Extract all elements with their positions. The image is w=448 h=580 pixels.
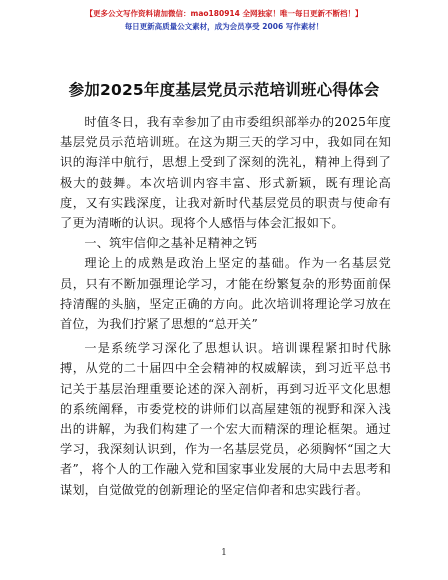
- page-number: 1: [221, 548, 227, 558]
- promo-banner: [0, 8, 448, 32]
- document-title: 参加2025年度基层党员示范培训班心得体会: [68, 81, 380, 99]
- document-body: [60, 112, 391, 500]
- promo-banner-line-2: 每日更新高质量公文素材，成为会员享受 2006 写作素材！: [124, 22, 324, 31]
- promo-banner-line-1: 【更多公文写作资料请加微信：mao180914 全网独家！唯一每日更新不断档！】: [85, 9, 363, 18]
- section-heading-1: 一、筑牢信仰之基补足精神之钙: [84, 236, 258, 251]
- paragraph-point-1: 一是系统学习深化了思想认识。培训课程紧扣时代脉搏，从党的二十届四中全会精神的权威解读，到习近平总书记关于基层治理重要论述的深入剖析，再到习近平文化思想的系统阐释，市委党校的讲师们以高屋建瓴的视野和深入浅出的讲解，为我们构建了一个宏大而精深的理论框架。通过学习，我深刻认识到，作为一名基层党员，必须胸怀“国之大者”，将个人的工作融入党和国家事业发展的大局中去思考和谋划，自觉做党的创新理论的坚定信仰者和忠实践行者。: [60, 341, 391, 497]
- paragraph-intro: 时值冬日，我有幸参加了由市委组织部举办的2025年度基层党员示范培训班。在这为期三天的学习中，我如同在知识的海洋中航行，思想上受到了深刻的洗礼，精神上得到了极大的鼓舞。本次培训内容丰富、形式新颖，既有理论高度，又有实践深度，让我对新时代基层党员的职责与使命有了更为清晰的认识。现将个人感悟与体会汇报如下。: [60, 115, 391, 231]
- paragraph-theory: 理论上的成熟是政治上坚定的基础。作为一名基层党员，只有不断加强理论学习，才能在纷繁复杂的形势面前保持清醒的头脑，坚定正确的方向。此次培训将理论学习放在首位，为我们拧紧了思想的“总开关”: [60, 256, 391, 332]
